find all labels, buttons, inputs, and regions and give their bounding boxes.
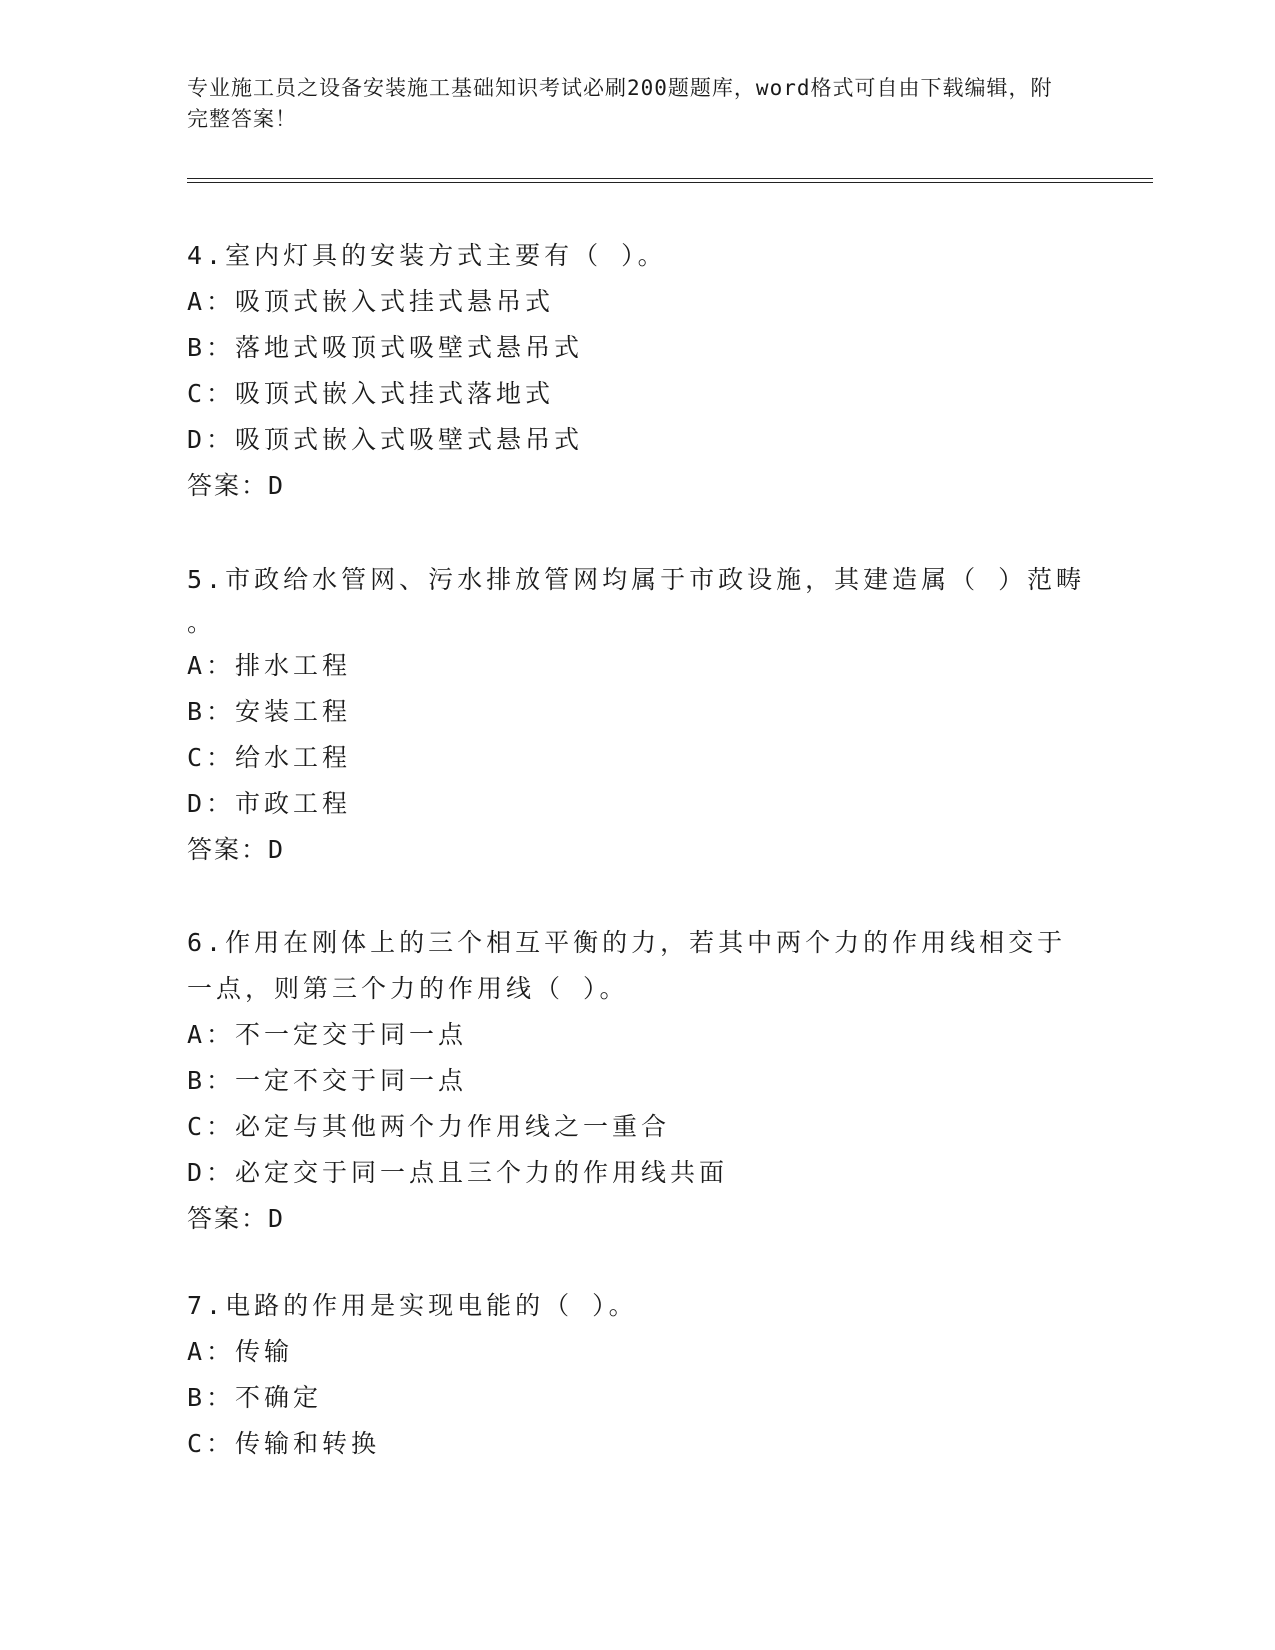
document-header: 专业施工员之设备安装施工基础知识考试必刷200题题库，word格式可自由下载编辑，附完整答案！ bbox=[187, 76, 1053, 131]
question-item bbox=[187, 1283, 1087, 1467]
option-a: A：吸顶式嵌入式挂式悬吊式 bbox=[187, 287, 555, 316]
option-d: D：市政工程 bbox=[187, 789, 352, 818]
option-c: C：给水工程 bbox=[187, 743, 352, 772]
option-c: C：传输和转换 bbox=[187, 1429, 381, 1458]
option-b: B：落地式吸顶式吸壁式悬吊式 bbox=[187, 333, 584, 362]
question-item bbox=[187, 920, 1087, 1242]
question-stem: 6.作用在刚体上的三个相互平衡的力，若其中两个力的作用线相交于 bbox=[187, 928, 1067, 957]
option-c: C：必定与其他两个力作用线之一重合 bbox=[187, 1112, 671, 1141]
option-a: A：传输 bbox=[187, 1337, 294, 1366]
option-a: A：排水工程 bbox=[187, 651, 352, 680]
answer-label: 答案：D bbox=[187, 1204, 286, 1233]
option-d: D：必定交于同一点且三个力的作用线共面 bbox=[187, 1158, 729, 1187]
option-b: B：安装工程 bbox=[187, 697, 352, 726]
header-divider-top bbox=[187, 178, 1153, 179]
option-b: B：一定不交于同一点 bbox=[187, 1066, 468, 1095]
answer-label: 答案：D bbox=[187, 471, 286, 500]
option-c: C：吸顶式嵌入式挂式落地式 bbox=[187, 379, 555, 408]
header-divider-bottom bbox=[187, 182, 1153, 183]
question-stem: 7.电路的作用是实现电能的（ ）。 bbox=[187, 1291, 638, 1320]
option-d: D：吸顶式嵌入式吸壁式悬吊式 bbox=[187, 425, 584, 454]
question-stem: 5.市政给水管网、污水排放管网均属于市政设施，其建造属（ ）范畴 bbox=[187, 565, 1086, 594]
option-b: B：不确定 bbox=[187, 1383, 323, 1412]
answer-label: 答案：D bbox=[187, 835, 286, 864]
question-item bbox=[187, 557, 1087, 873]
question-stem-continued: 。 bbox=[187, 608, 217, 637]
question-stem-continued: 一点，则第三个力的作用线（ ）。 bbox=[187, 974, 629, 1003]
option-a: A：不一定交于同一点 bbox=[187, 1020, 468, 1049]
question-stem: 4.室内灯具的安装方式主要有（ ）。 bbox=[187, 241, 667, 270]
question-item bbox=[187, 233, 1087, 509]
